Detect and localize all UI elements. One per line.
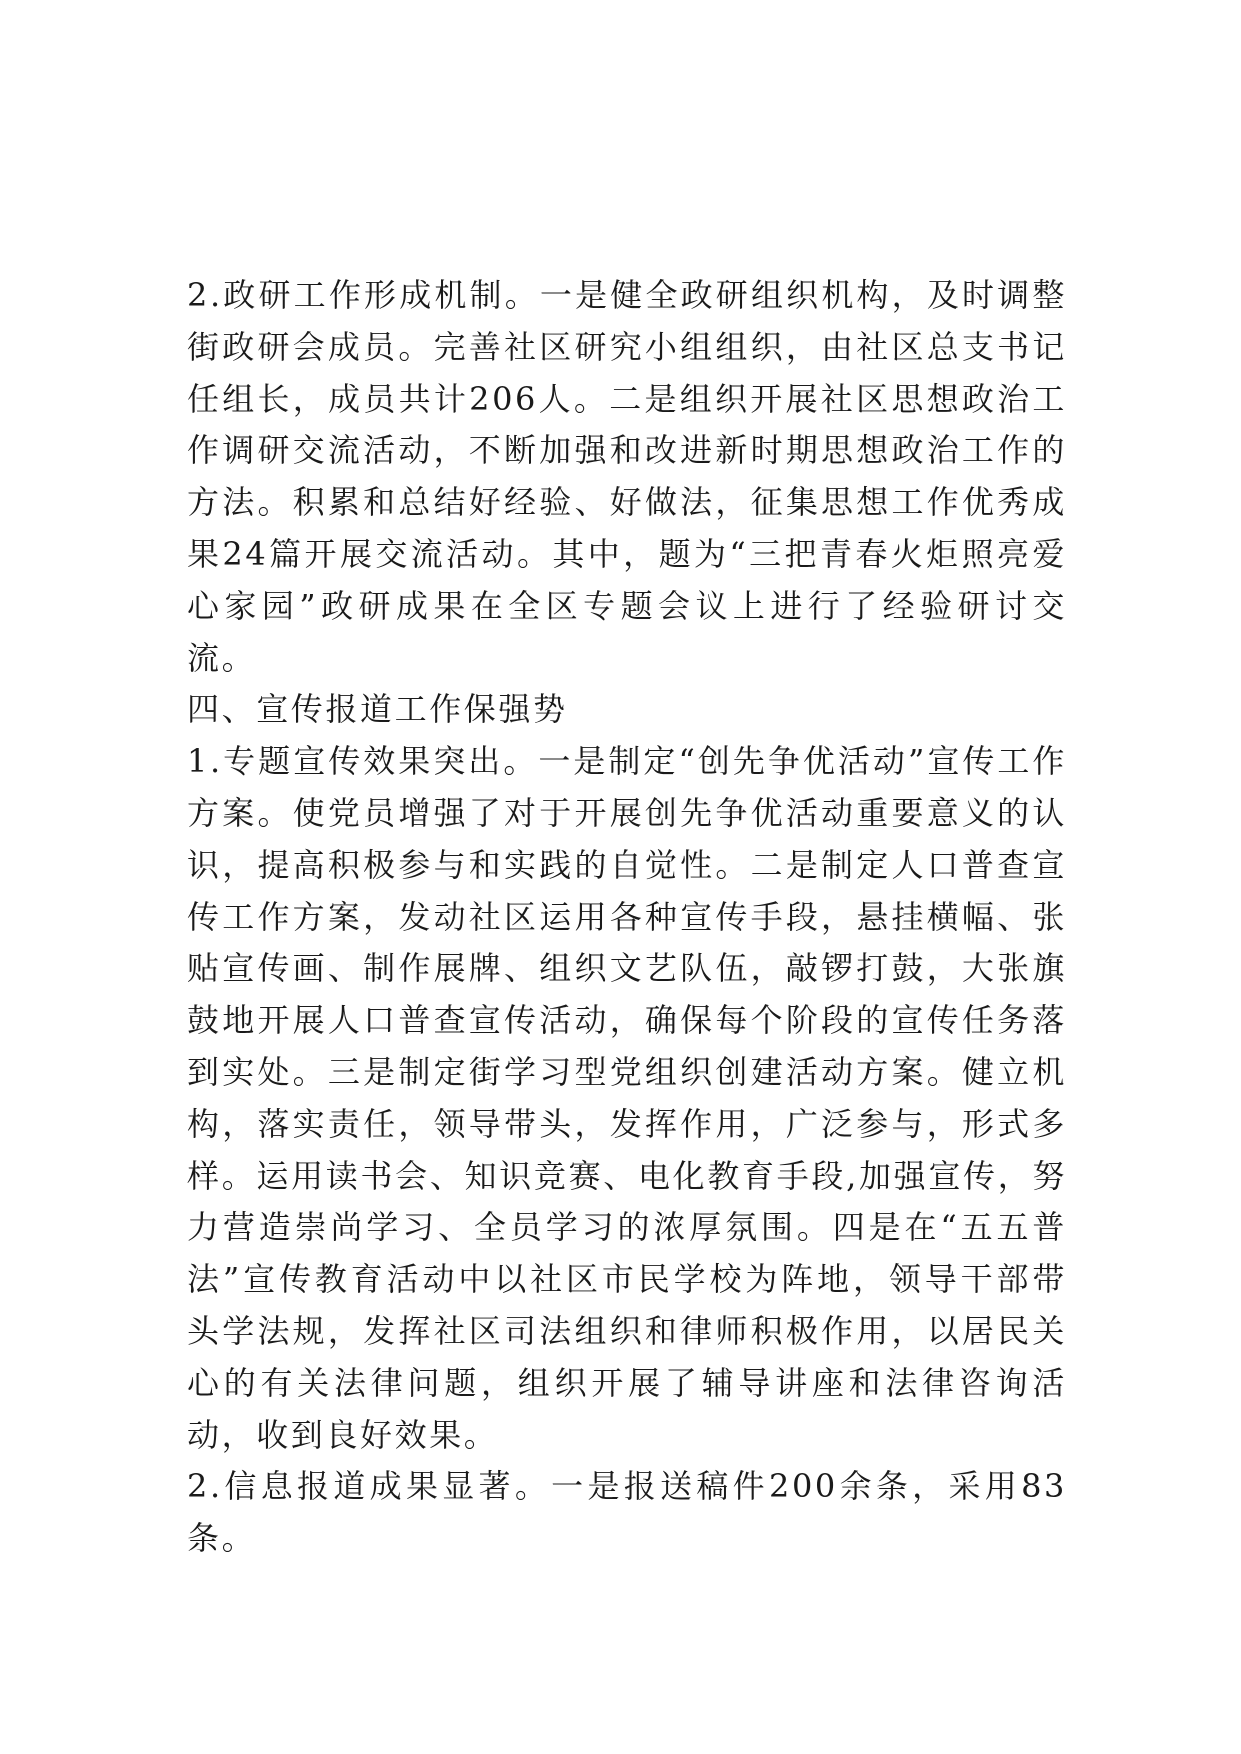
paragraph-info-reporting: 2.信息报道成果显著。一是报送稿件200余条，采用83条。: [187, 1467, 1067, 1558]
section-heading-publicity: 四、宣传报道工作保强势: [187, 690, 568, 729]
paragraph-policy-research: 2.政研工作形成机制。一是健全政研组织机构，及时调整街政研会成员。完善社区研究小组组织，由社区总支书记任组长，成员共计206人。二是组织开展社区思想政治工作调研交流活动，不断加强和改进新时期思想政治工作的方法。积累和总结好经验、好做法，征集思想工作优秀成果24篇开展交流活动。其中，题为“三把青春火炬照亮爱心家园”政研成果在全区专题会议上进行了经验研讨交流。: [187, 276, 1067, 677]
document-body: [187, 270, 1067, 1565]
paragraph-special-publicity: 1.专题宣传效果突出。一是制定“创先争优活动”宣传工作方案。使党员增强了对于开展创先争优活动重要意义的认识，提高积极参与和实践的自觉性。二是制定人口普查宣传工作方案，发动社区运用各种宣传手段，悬挂横幅、张贴宣传画、制作展牌、组织文艺队伍，敲锣打鼓，大张旗鼓地开展人口普查宣传活动，确保每个阶段的宣传任务落到实处。三是制定街学习型党组织创建活动方案。健立机构，落实责任，领导带头，发挥作用，广泛参与，形式多样。运用读书会、知识竞赛、电化教育手段,加强宣传，努力营造崇尚学习、全员学习的浓厚氛围。四是在“五五普法”宣传教育活动中以社区市民学校为阵地，领导干部带头学法规，发挥社区司法组织和律师积极作用，以居民关心的有关法律问题，组织开展了辅导讲座和法律咨询活动，收到良好效果。: [187, 742, 1067, 1454]
